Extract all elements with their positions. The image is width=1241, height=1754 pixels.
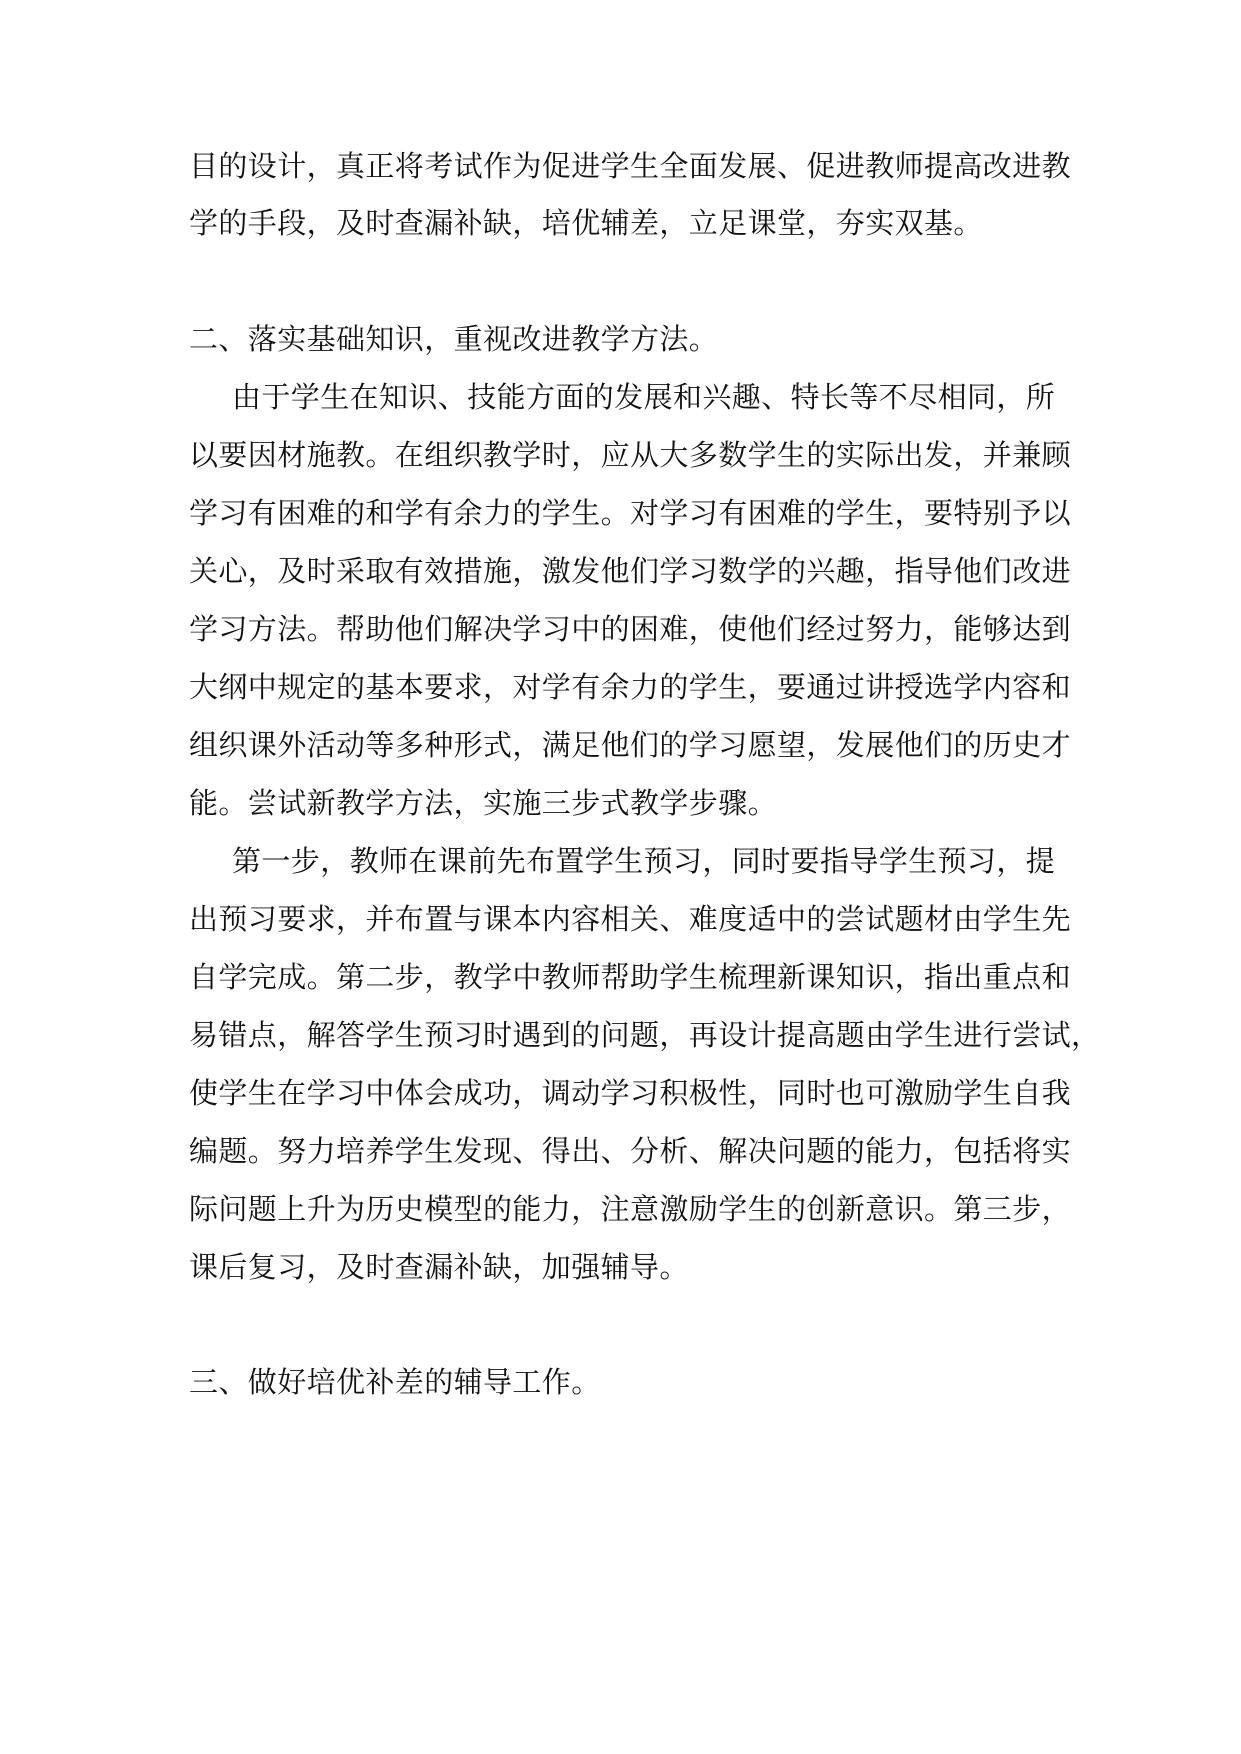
paragraph-line: 课后复习，及时查漏补缺，加强辅导。 bbox=[189, 1250, 689, 1284]
paragraph-line: 学习方法。帮助他们解决学习中的困难，使他们经过努力，能够达到 bbox=[189, 612, 1072, 646]
paragraph-line: 使学生在学习中体会成功，调动学习积极性，同时也可激励学生自我 bbox=[189, 1076, 1072, 1110]
paragraph-line: 编题。努力培养学生发现、得出、分析、解决问题的能力，包括将实 bbox=[189, 1134, 1072, 1168]
section-heading-3: 三、做好培优补差的辅导工作。 bbox=[189, 1365, 601, 1399]
paragraph-line: 能。尝试新教学方法，实施三步式教学步骤。 bbox=[189, 786, 778, 820]
section-heading-2: 二、落实基础知识，重视改进教学方法。 bbox=[189, 322, 719, 356]
paragraph-line: 目的设计，真正将考试作为促进学生全面发展、促进教师提高改进教 bbox=[189, 149, 1072, 183]
paragraph-line: 关心，及时采取有效措施，激发他们学习数学的兴趣，指导他们改进 bbox=[189, 554, 1072, 588]
paragraph-line: 大纲中规定的基本要求，对学有余力的学生，要通过讲授选学内容和 bbox=[189, 670, 1072, 704]
paragraph-line: 学的手段，及时查漏补缺，培优辅差，立足课堂，夯实双基。 bbox=[189, 206, 983, 240]
paragraph-line: 出预习要求，并布置与课本内容相关、难度适中的尝试题材由学生先 bbox=[189, 902, 1072, 936]
paragraph-line: 易错点，解答学生预习时遇到的问题，再设计提高题由学生进行尝试， bbox=[189, 1018, 1101, 1052]
paragraph-line: 组织课外活动等多种形式，满足他们的学习愿望，发展他们的历史才 bbox=[189, 728, 1072, 762]
paragraph-line: 学习有困难的和学有余力的学生。对学习有困难的学生，要特别予以 bbox=[189, 496, 1072, 530]
paragraph-line: 第一步，教师在课前先布置学生预习，同时要指导学生预习，提 bbox=[232, 844, 1056, 878]
paragraph-line: 际问题上升为历史模型的能力，注意激励学生的创新意识。第三步， bbox=[189, 1192, 1072, 1226]
paragraph-line: 由于学生在知识、技能方面的发展和兴趣、特长等不尽相同，所 bbox=[232, 380, 1056, 414]
paragraph-line: 自学完成。第二步，教学中教师帮助学生梳理新课知识，指出重点和 bbox=[189, 960, 1072, 994]
paragraph-line: 以要因材施教。在组织教学时，应从大多数学生的实际出发，并兼顾 bbox=[189, 438, 1072, 472]
